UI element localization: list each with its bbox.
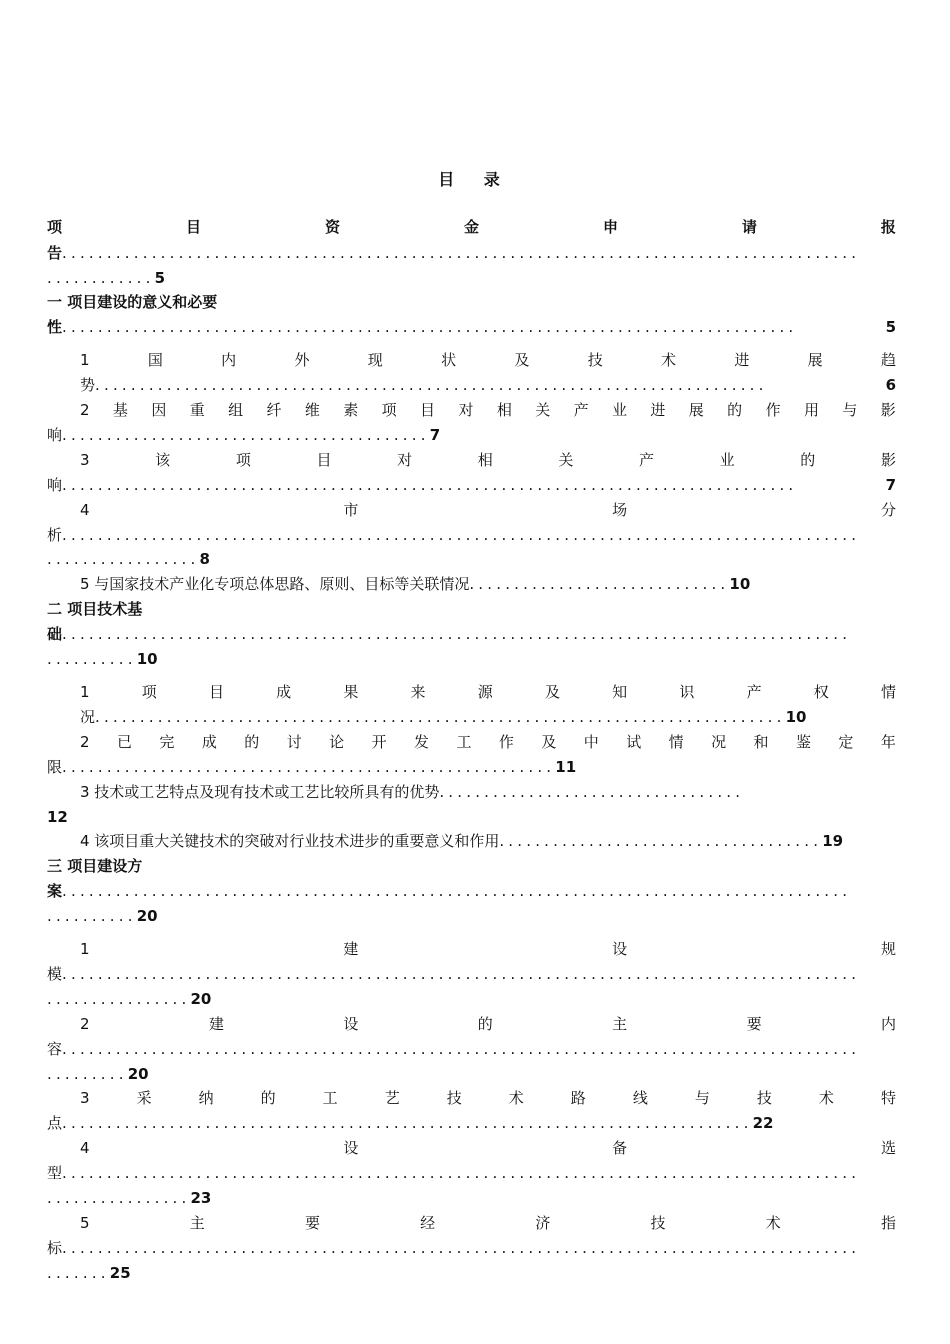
toc-entry-3-leader: 响.........................................7 bbox=[47, 426, 441, 444]
toc-title: 目 录 bbox=[438, 170, 512, 189]
toc-entry-9-leader: 限.......................................................11 bbox=[47, 758, 577, 776]
toc-entry-6: 5 与国家技术产业化专项总体思路、原则、目标等关联情况.............................10 bbox=[80, 575, 751, 593]
toc-entry-1-leader: 性.................................................................................. 5 bbox=[47, 318, 896, 336]
toc-entry-2-heading: 1 国 内 外 现 状 及 技 术 进 展 趋 bbox=[80, 351, 896, 369]
toc-entry-3-page: 7 bbox=[429, 426, 441, 444]
toc-entry-8-leader: 况.............................................................................10 bbox=[80, 708, 807, 726]
toc-entry-17-page-line: .......25 bbox=[47, 1264, 131, 1282]
toc-entry-15-page: 22 bbox=[752, 1114, 774, 1132]
toc-entry-14-page: 20 bbox=[127, 1065, 149, 1083]
toc-entry-8-heading: 1 项 目 成 果 来 源 及 知 识 产 权 情 bbox=[80, 683, 896, 701]
toc-entry-13-page-line: ................20 bbox=[47, 990, 212, 1008]
toc-entry-0-page: 5 bbox=[154, 269, 166, 287]
toc-entry-13-page: 20 bbox=[190, 990, 212, 1008]
toc-entry-9-page: 11 bbox=[555, 758, 577, 776]
toc-entry-1-heading: 一 项目建设的意义和必要 bbox=[47, 293, 218, 311]
toc-entry-3-heading: 2 基 因 重 组 纤 维 素 项 目 对 相 关 产 业 进 展 的 作 用 与 影 bbox=[80, 401, 896, 419]
toc-entry-4-leader: 响.................................................................................. 7 bbox=[47, 476, 896, 494]
toc-entry-5-heading: 4 市 场 分 bbox=[80, 501, 896, 519]
toc-entry-13-heading: 1 建 设 规 bbox=[80, 940, 896, 958]
toc-entry-16-heading: 4 设 备 选 bbox=[80, 1139, 896, 1157]
toc-entry-15-heading: 3 采 纳 的 工 艺 技 术 路 线 与 技 术 特 bbox=[80, 1089, 896, 1107]
toc-entry-9-heading: 2 已 完 成 的 讨 论 开 发 工 作 及 中 试 情 况 和 鉴 定 年 bbox=[80, 733, 896, 751]
toc-entry-10: 3 技术或工艺特点及现有技术或工艺比较所具有的优势.................................. bbox=[80, 783, 745, 801]
toc-entry-16-page-line: ................23 bbox=[47, 1189, 212, 1207]
toc-entry-16-leader: 型......................................................................................... bbox=[47, 1164, 861, 1182]
toc-entry-5-page-line: .................8 bbox=[47, 550, 210, 568]
toc-entry-11-page: 19 bbox=[822, 832, 844, 850]
toc-entry-13-leader: 模......................................................................................... bbox=[47, 965, 861, 983]
toc-entry-7-page: 10 bbox=[136, 650, 158, 668]
toc-entry-2-leader: 势........................................................................... 6 bbox=[80, 376, 896, 394]
toc-entry-7-leader: 础........................................................................................ bbox=[47, 625, 852, 643]
toc-entry-14-page-line: .........20 bbox=[47, 1065, 149, 1083]
toc-entry-10-title: 3 技术或工艺特点及现有技术或工艺比较所具有的优势 bbox=[80, 783, 440, 801]
toc-entry-2-page: 6 bbox=[885, 376, 896, 394]
toc-entry-10-page-line bbox=[47, 807, 896, 827]
toc-entry-14-leader: 容......................................................................................... bbox=[47, 1040, 861, 1058]
toc-entry-17-leader: 标......................................................................................... bbox=[47, 1239, 861, 1257]
toc-entry-0-leader: 告......................................................................................... bbox=[47, 244, 861, 262]
toc-entry-6-page: 10 bbox=[729, 575, 751, 593]
toc-entry-8-page: 10 bbox=[785, 708, 807, 726]
toc-entry-4-heading: 3 该 项 目 对 相 关 产 业 的 影 bbox=[80, 451, 896, 469]
toc-entry-15-leader: 点.............................................................................22 bbox=[47, 1114, 774, 1132]
toc-entry-0-page-line: ............5 bbox=[47, 269, 166, 287]
toc-entry-12-leader: 案........................................................................................ bbox=[47, 882, 852, 900]
toc-entry-5-page: 8 bbox=[199, 550, 210, 568]
toc-entry-6-title: 5 与国家技术产业化专项总体思路、原则、目标等关联情况 bbox=[80, 575, 470, 593]
toc-entry-14-heading: 2 建 设 的 主 要 内 bbox=[80, 1015, 896, 1033]
toc-entry-12-heading: 三 项目建设方 bbox=[47, 857, 143, 875]
toc-entry-5-leader: 析......................................................................................... bbox=[47, 526, 861, 544]
toc-entry-0-heading: 项 目 资 金 申 请 报 bbox=[47, 218, 896, 236]
toc-entry-10-page: 12 bbox=[47, 808, 68, 826]
toc-entry-17-page: 25 bbox=[109, 1264, 131, 1282]
toc-entry-16-page: 23 bbox=[190, 1189, 212, 1207]
toc-entry-1-page: 5 bbox=[885, 318, 896, 336]
toc-entry-11-title: 4 该项目重大关键技术的突破对行业技术进步的重要意义和作用 bbox=[80, 832, 500, 850]
toc-entry-7-page-line: ..........10 bbox=[47, 650, 158, 668]
toc-entry-12-page-line: ..........20 bbox=[47, 907, 158, 925]
toc-entry-7-heading: 二 项目技术基 bbox=[47, 600, 143, 618]
toc-entry-17-heading: 5 主 要 经 济 技 术 指 bbox=[80, 1214, 896, 1232]
toc-entry-12-page: 20 bbox=[136, 907, 158, 925]
toc-entry-11: 4 该项目重大关键技术的突破对行业技术进步的重要意义和作用....................................19 bbox=[80, 832, 844, 850]
toc-entry-4-page: 7 bbox=[885, 476, 896, 494]
